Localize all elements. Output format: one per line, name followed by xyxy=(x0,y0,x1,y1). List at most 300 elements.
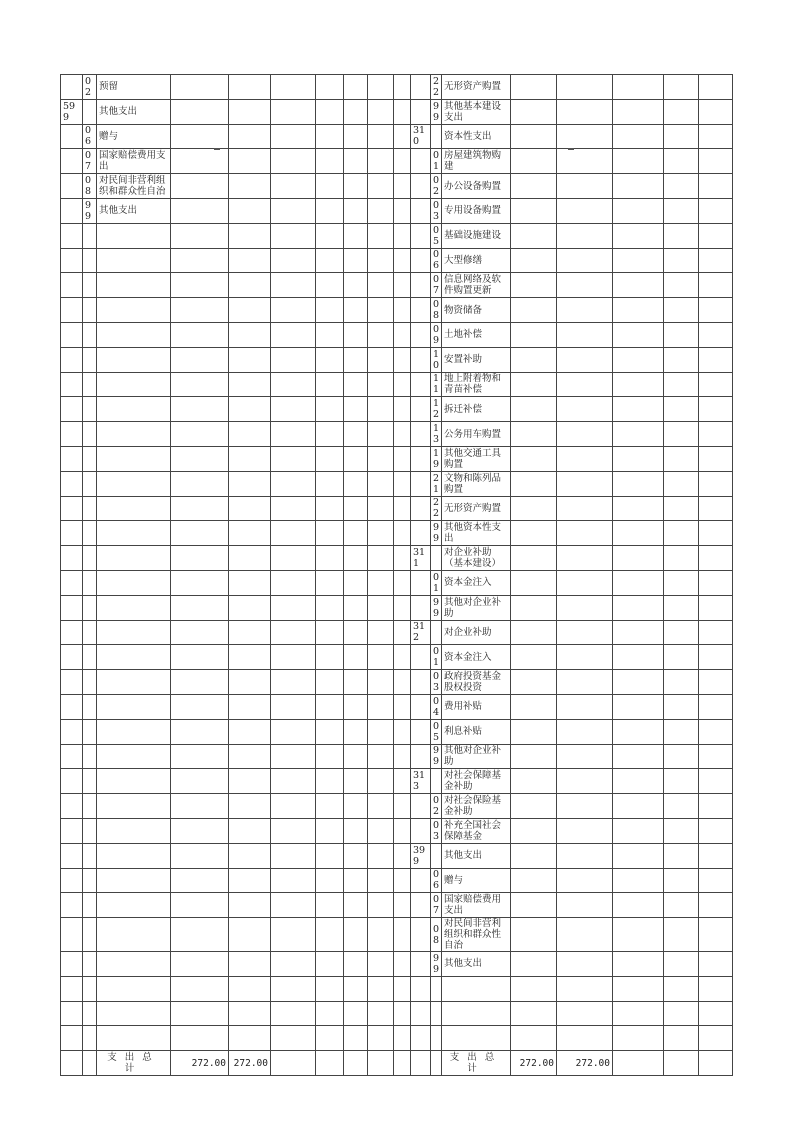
right-amount-basic xyxy=(557,645,613,670)
left-amount-basic xyxy=(229,149,271,174)
right-amount-c xyxy=(664,818,699,843)
left-amount-total xyxy=(171,446,229,471)
left-item-code xyxy=(83,769,97,794)
right-amount-basic xyxy=(557,1001,613,1026)
left-amount-basic xyxy=(229,719,271,744)
left-amount-c xyxy=(316,645,344,670)
right-item-name: 资本金注入 xyxy=(442,570,511,595)
right-amount-total xyxy=(511,868,557,893)
left-amount-d xyxy=(344,298,368,323)
left-amount-e xyxy=(368,521,394,546)
right-item-name: 基础设施建设 xyxy=(442,223,511,248)
left-class-code xyxy=(61,198,83,223)
right-item-code xyxy=(431,769,442,794)
right-amount-d xyxy=(699,124,733,149)
left-class-code xyxy=(61,422,83,447)
left-amount-basic xyxy=(229,496,271,521)
right-amount-d xyxy=(699,322,733,347)
left-amount-f xyxy=(394,1026,411,1051)
left-amount-e xyxy=(368,918,394,952)
left-class-code xyxy=(61,670,83,695)
left-amount-d xyxy=(344,322,368,347)
left-amount-d xyxy=(344,620,368,645)
left-item-name xyxy=(97,794,171,819)
left-class-code xyxy=(61,248,83,273)
left-item-code xyxy=(83,248,97,273)
left-amount-total xyxy=(171,198,229,223)
left-class-code: 599 xyxy=(61,99,83,124)
left-amount-basic xyxy=(229,818,271,843)
left-amount-project xyxy=(271,471,316,496)
left-amount-e xyxy=(368,99,394,124)
left-amount-c xyxy=(316,174,344,199)
right-item-name: 其他支出 xyxy=(442,952,511,977)
right-amount-basic xyxy=(557,595,613,620)
left-amount-d xyxy=(344,149,368,174)
left-amount-f xyxy=(394,223,411,248)
left-amount-e xyxy=(368,446,394,471)
left-item-name xyxy=(97,273,171,298)
right-amount-project xyxy=(613,893,664,918)
left-amount-basic xyxy=(229,670,271,695)
left-amount-basic xyxy=(229,322,271,347)
right-class-code xyxy=(411,918,431,952)
right-item-code: 03 xyxy=(431,670,442,695)
left-amount-basic xyxy=(229,223,271,248)
table-row xyxy=(61,198,733,223)
left-class-code xyxy=(61,893,83,918)
left-amount-e xyxy=(368,818,394,843)
total-left-blank-1 xyxy=(61,1051,83,1076)
right-item-name: 对企业补助 xyxy=(442,620,511,645)
left-amount-f xyxy=(394,174,411,199)
left-amount-f xyxy=(394,893,411,918)
left-amount-d xyxy=(344,843,368,868)
left-amount-e xyxy=(368,976,394,1001)
right-amount-total xyxy=(511,223,557,248)
table-row xyxy=(61,347,733,372)
right-item-code: 99 xyxy=(431,99,442,124)
right-amount-c xyxy=(664,347,699,372)
right-item-name: 对企业补助（基本建设） xyxy=(442,546,511,571)
left-amount-basic xyxy=(229,546,271,571)
left-item-code xyxy=(83,521,97,546)
left-amount-f xyxy=(394,719,411,744)
right-amount-project xyxy=(613,521,664,546)
total-right-blank-1 xyxy=(411,1051,431,1076)
right-amount-project xyxy=(613,124,664,149)
left-amount-f xyxy=(394,794,411,819)
right-amount-d xyxy=(699,744,733,769)
left-amount-project xyxy=(271,248,316,273)
right-amount-project xyxy=(613,1001,664,1026)
right-class-code xyxy=(411,273,431,298)
right-amount-c xyxy=(664,75,699,100)
table-row xyxy=(61,397,733,422)
left-amount-f xyxy=(394,446,411,471)
left-item-code xyxy=(83,620,97,645)
left-amount-basic xyxy=(229,372,271,397)
table-row xyxy=(61,976,733,1001)
right-amount-project xyxy=(613,174,664,199)
left-item-name xyxy=(97,1026,171,1051)
right-item-code: 02 xyxy=(431,794,442,819)
right-item-name: 其他基本建设支出 xyxy=(442,99,511,124)
right-amount-c xyxy=(664,124,699,149)
left-amount-total xyxy=(171,719,229,744)
right-amount-c xyxy=(664,99,699,124)
left-amount-basic xyxy=(229,446,271,471)
left-amount-basic xyxy=(229,976,271,1001)
left-amount-total xyxy=(171,471,229,496)
table-row xyxy=(61,149,733,174)
left-class-code xyxy=(61,446,83,471)
right-amount-c xyxy=(664,918,699,952)
left-class-code xyxy=(61,298,83,323)
left-amount-project xyxy=(271,546,316,571)
total-right-value-1: 272.00 xyxy=(511,1051,557,1076)
table-row xyxy=(61,546,733,571)
right-amount-basic xyxy=(557,670,613,695)
left-amount-c xyxy=(316,1026,344,1051)
left-amount-total xyxy=(171,546,229,571)
left-amount-project xyxy=(271,794,316,819)
left-amount-d xyxy=(344,471,368,496)
left-amount-e xyxy=(368,620,394,645)
left-amount-f xyxy=(394,75,411,100)
table-row xyxy=(61,645,733,670)
right-amount-basic xyxy=(557,198,613,223)
left-class-code xyxy=(61,868,83,893)
left-amount-total xyxy=(171,347,229,372)
left-amount-total xyxy=(171,744,229,769)
left-item-name xyxy=(97,620,171,645)
left-amount-total xyxy=(171,521,229,546)
right-amount-project xyxy=(613,248,664,273)
table-row xyxy=(61,694,733,719)
right-amount-project xyxy=(613,322,664,347)
left-amount-d xyxy=(344,893,368,918)
left-amount-basic xyxy=(229,769,271,794)
left-amount-d xyxy=(344,446,368,471)
right-amount-d xyxy=(699,446,733,471)
left-amount-d xyxy=(344,1026,368,1051)
right-amount-c xyxy=(664,496,699,521)
right-amount-total xyxy=(511,546,557,571)
left-amount-total xyxy=(171,248,229,273)
left-amount-basic xyxy=(229,868,271,893)
left-amount-c xyxy=(316,570,344,595)
right-item-name: 资本金注入 xyxy=(442,645,511,670)
left-item-code xyxy=(83,952,97,977)
left-amount-f xyxy=(394,273,411,298)
right-amount-basic xyxy=(557,918,613,952)
right-class-code xyxy=(411,976,431,1001)
left-amount-project xyxy=(271,347,316,372)
right-item-name: 大型修缮 xyxy=(442,248,511,273)
right-amount-d xyxy=(699,248,733,273)
right-amount-basic xyxy=(557,744,613,769)
table-row xyxy=(61,124,733,149)
left-class-code xyxy=(61,645,83,670)
left-amount-total xyxy=(171,794,229,819)
right-item-name: 物资储备 xyxy=(442,298,511,323)
right-item-code xyxy=(431,124,442,149)
left-item-code xyxy=(83,397,97,422)
left-amount-e xyxy=(368,223,394,248)
total-left-blank-2 xyxy=(83,1051,97,1076)
right-amount-project xyxy=(613,670,664,695)
left-amount-c xyxy=(316,843,344,868)
left-item-code xyxy=(83,694,97,719)
left-item-name xyxy=(97,744,171,769)
left-item-code xyxy=(83,670,97,695)
total-left-empty xyxy=(368,1051,394,1076)
left-item-name xyxy=(97,952,171,977)
right-item-name: 对社会保险基金补助 xyxy=(442,794,511,819)
left-amount-d xyxy=(344,744,368,769)
left-amount-e xyxy=(368,471,394,496)
left-amount-e xyxy=(368,952,394,977)
right-amount-c xyxy=(664,952,699,977)
left-amount-f xyxy=(394,952,411,977)
right-amount-total xyxy=(511,893,557,918)
left-item-name xyxy=(97,347,171,372)
right-item-code: 13 xyxy=(431,422,442,447)
left-amount-e xyxy=(368,769,394,794)
left-amount-e xyxy=(368,794,394,819)
left-amount-project xyxy=(271,174,316,199)
left-amount-c xyxy=(316,794,344,819)
right-amount-project xyxy=(613,397,664,422)
right-amount-d xyxy=(699,794,733,819)
left-amount-project xyxy=(271,952,316,977)
left-amount-c xyxy=(316,818,344,843)
left-amount-d xyxy=(344,546,368,571)
left-amount-d xyxy=(344,174,368,199)
right-amount-project xyxy=(613,223,664,248)
left-class-code xyxy=(61,223,83,248)
total-left-value-2: 272.00 xyxy=(229,1051,271,1076)
left-amount-project xyxy=(271,372,316,397)
left-amount-project xyxy=(271,422,316,447)
right-amount-d xyxy=(699,670,733,695)
right-amount-d xyxy=(699,99,733,124)
left-item-code xyxy=(83,223,97,248)
right-item-code: 22 xyxy=(431,75,442,100)
right-amount-basic xyxy=(557,1026,613,1051)
left-amount-project xyxy=(271,99,316,124)
left-amount-total xyxy=(171,645,229,670)
right-amount-d xyxy=(699,868,733,893)
left-amount-e xyxy=(368,273,394,298)
left-amount-total xyxy=(171,595,229,620)
right-amount-d xyxy=(699,546,733,571)
left-amount-total xyxy=(171,620,229,645)
left-item-code xyxy=(83,794,97,819)
left-item-code xyxy=(83,868,97,893)
left-amount-c xyxy=(316,546,344,571)
right-class-code xyxy=(411,198,431,223)
right-amount-c xyxy=(664,744,699,769)
left-amount-f xyxy=(394,124,411,149)
right-amount-total xyxy=(511,645,557,670)
right-amount-c xyxy=(664,298,699,323)
right-amount-basic xyxy=(557,347,613,372)
left-amount-basic xyxy=(229,952,271,977)
left-amount-c xyxy=(316,893,344,918)
right-amount-d xyxy=(699,694,733,719)
table-row xyxy=(61,521,733,546)
right-item-name: 对社会保障基金补助 xyxy=(442,769,511,794)
left-amount-project xyxy=(271,149,316,174)
right-class-code xyxy=(411,521,431,546)
right-class-code: 310 xyxy=(411,124,431,149)
left-amount-c xyxy=(316,496,344,521)
left-amount-c xyxy=(316,149,344,174)
left-amount-total xyxy=(171,769,229,794)
left-item-name xyxy=(97,248,171,273)
table-row xyxy=(61,446,733,471)
right-class-code xyxy=(411,397,431,422)
left-item-name xyxy=(97,223,171,248)
left-amount-d xyxy=(344,769,368,794)
left-item-code xyxy=(83,595,97,620)
left-amount-total xyxy=(171,322,229,347)
right-item-code: 07 xyxy=(431,893,442,918)
left-item-code xyxy=(83,744,97,769)
left-amount-c xyxy=(316,347,344,372)
table-row xyxy=(61,496,733,521)
scan-mark xyxy=(214,148,220,150)
left-amount-project xyxy=(271,446,316,471)
left-item-code: 02 xyxy=(83,75,97,100)
right-amount-basic xyxy=(557,570,613,595)
right-amount-total xyxy=(511,620,557,645)
right-amount-basic xyxy=(557,446,613,471)
right-amount-c xyxy=(664,471,699,496)
left-class-code xyxy=(61,843,83,868)
table-row xyxy=(61,471,733,496)
left-class-code xyxy=(61,794,83,819)
left-amount-project xyxy=(271,75,316,100)
left-amount-c xyxy=(316,595,344,620)
left-item-name xyxy=(97,893,171,918)
right-amount-total xyxy=(511,694,557,719)
left-amount-project xyxy=(271,595,316,620)
left-item-code xyxy=(83,719,97,744)
left-amount-total xyxy=(171,868,229,893)
left-amount-e xyxy=(368,174,394,199)
left-amount-c xyxy=(316,124,344,149)
right-item-code: 07 xyxy=(431,273,442,298)
total-right-empty xyxy=(613,1051,664,1076)
right-item-name: 其他对企业补助 xyxy=(442,744,511,769)
right-amount-c xyxy=(664,794,699,819)
left-amount-project xyxy=(271,843,316,868)
left-amount-total xyxy=(171,372,229,397)
right-amount-basic xyxy=(557,397,613,422)
left-amount-total xyxy=(171,893,229,918)
left-amount-d xyxy=(344,223,368,248)
left-amount-c xyxy=(316,75,344,100)
right-amount-d xyxy=(699,397,733,422)
right-amount-total xyxy=(511,769,557,794)
right-item-code: 02 xyxy=(431,174,442,199)
left-amount-basic xyxy=(229,75,271,100)
right-amount-basic xyxy=(557,769,613,794)
left-amount-e xyxy=(368,645,394,670)
right-item-name: 资本性支出 xyxy=(442,124,511,149)
right-amount-basic xyxy=(557,546,613,571)
right-class-code xyxy=(411,719,431,744)
table-row xyxy=(61,174,733,199)
total-left-empty xyxy=(316,1051,344,1076)
right-amount-project xyxy=(613,744,664,769)
table-row xyxy=(61,818,733,843)
left-amount-f xyxy=(394,322,411,347)
right-amount-total xyxy=(511,918,557,952)
right-item-code: 19 xyxy=(431,446,442,471)
right-amount-c xyxy=(664,397,699,422)
total-left-empty xyxy=(394,1051,411,1076)
table-row xyxy=(61,322,733,347)
table-row xyxy=(61,893,733,918)
right-item-code: 01 xyxy=(431,149,442,174)
expenditure-table xyxy=(60,74,733,1076)
left-amount-d xyxy=(344,719,368,744)
right-class-code xyxy=(411,322,431,347)
right-amount-basic xyxy=(557,893,613,918)
left-item-code xyxy=(83,1026,97,1051)
left-amount-basic xyxy=(229,794,271,819)
right-amount-d xyxy=(699,719,733,744)
left-class-code xyxy=(61,372,83,397)
right-amount-d xyxy=(699,893,733,918)
left-amount-total xyxy=(171,694,229,719)
right-amount-total xyxy=(511,75,557,100)
right-item-name: 政府投资基金股权投资 xyxy=(442,670,511,695)
left-item-code xyxy=(83,471,97,496)
right-amount-basic xyxy=(557,273,613,298)
right-item-name: 其他支出 xyxy=(442,843,511,868)
table-row xyxy=(61,952,733,977)
right-item-name: 专用设备购置 xyxy=(442,198,511,223)
right-amount-project xyxy=(613,645,664,670)
left-amount-c xyxy=(316,769,344,794)
right-class-code xyxy=(411,471,431,496)
right-class-code xyxy=(411,1001,431,1026)
left-class-code xyxy=(61,570,83,595)
table-row xyxy=(61,868,733,893)
right-class-code xyxy=(411,422,431,447)
left-class-code xyxy=(61,769,83,794)
left-amount-c xyxy=(316,99,344,124)
right-amount-total xyxy=(511,347,557,372)
left-amount-f xyxy=(394,595,411,620)
left-amount-basic xyxy=(229,843,271,868)
right-item-code: 22 xyxy=(431,496,442,521)
left-amount-c xyxy=(316,322,344,347)
left-amount-f xyxy=(394,868,411,893)
right-amount-basic xyxy=(557,719,613,744)
left-amount-project xyxy=(271,1026,316,1051)
right-item-code xyxy=(431,546,442,571)
right-amount-basic xyxy=(557,471,613,496)
table-row xyxy=(61,670,733,695)
left-item-name xyxy=(97,918,171,952)
left-item-name xyxy=(97,446,171,471)
